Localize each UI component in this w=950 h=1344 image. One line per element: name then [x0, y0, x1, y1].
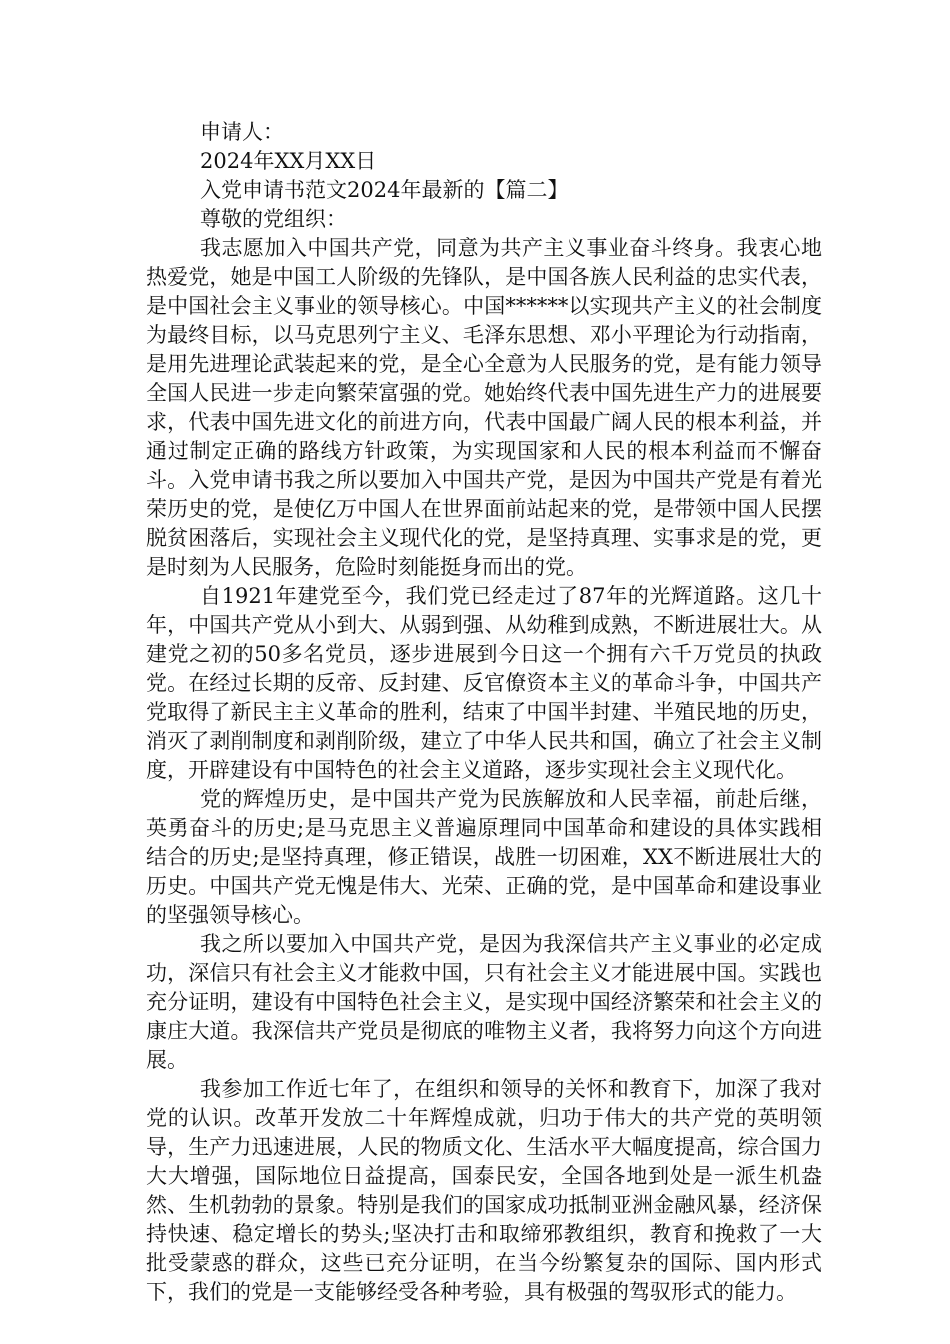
- body-paragraph-1: 我志愿加入中国共产党，同意为共产主义事业奋斗终身。我衷心地热爱党，她是中国工人阶级的先锋队，是中国各族人民利益的忠实代表，是中国社会主义事业的领导核心。中国******以实现共产主义的社会制度为最终目标，以马克思列宁主义、毛泽东思想、邓小平理论为行动指南，是用先进理论武装起来的党，是全心全意为人民服务的党，是有能力领导全国人民进一步走向繁荣富强的党。她始终代表中国先进生产力的进展要求，代表中国先进文化的前进方向，代表中国最广阔人民的根本利益，并通过制定正确的路线方针政策，为实现国家和人民的根本利益而不懈奋斗。入党申请书我之所以要加入中国共产党，是因为中国共产党是有着光荣历史的党，是使亿万中国人在世界面前站起来的党，是带领中国人民摆脱贫困落后，实现社会主义现代化的党，是坚持真理、实事求是的党，更是时刻为人民服务，危险时刻能挺身而出的党。: [146, 236, 822, 579]
- body-paragraph-3: 党的辉煌历史，是中国共产党为民族解放和人民幸福，前赴后继，英勇奋斗的历史;是马克思主义普遍原理同中国革命和建设的具体实践相结合的历史;是坚持真理，修正错误，战胜一切困难，XX不断进展壮大的历史。中国共产党无愧是伟大、光荣、正确的党，是中国革命和建设事业的坚强领导核心。: [146, 787, 822, 927]
- applicant-label: 申请人：: [200, 120, 284, 144]
- document-page: [146, 118, 822, 1307]
- body-paragraph-4: 我之所以要加入中国共产党，是因为我深信共产主义事业的必定成功，深信只有社会主义才能救中国，只有社会主义才能进展中国。实践也充分证明，建设有中国特色社会主义，是实现中国经济繁荣和社会主义的康庄大道。我深信共产党员是彻底的唯物主义者，我将努力向这个方向进展。: [146, 932, 822, 1072]
- application-date: 2024年XX月XX日: [200, 149, 377, 173]
- body-paragraph-2: 自1921年建党至今，我们党已经走过了87年的光辉道路。这几十年，中国共产党从小到大、从弱到强、从幼稚到成熟，不断进展壮大。从建党之初的50多名党员，逐步进展到今日这一个拥有六千万党员的执政党。在经过长期的反帝、反封建、反官僚资本主义的革命斗争，中国共产党取得了新民主主义革命的胜利，结束了中国半封建、半殖民地的历史，消灭了剥削制度和剥削阶级，建立了中华人民共和国，确立了社会主义制度，开辟建设有中国特色的社会主义道路，逐步实现社会主义现代化。: [146, 584, 822, 782]
- body-paragraph-5: 我参加工作近七年了，在组织和领导的关怀和教育下，加深了我对党的认识。改革开发放二十年辉煌成就，归功于伟大的共产党的英明领导，生产力迅速进展，人民的物质文化、生活水平大幅度提高，综合国力大大增强，国际地位日益提高，国泰民安，全国各地到处是一派生机盎然、生机勃勃的景象。特别是我们的国家成功抵制亚洲金融风暴，经济保持快速、稳定增长的势头;坚决打击和取缔邪教组织，教育和挽救了一大批受蒙惑的群众，这些已充分证明，在当今纷繁复杂的国际、国内形式下，我们的党是一支能够经受各种考验，具有极强的驾驭形式的能力。: [146, 1077, 822, 1304]
- section-title: 入党申请书范文2024年最新的【篇二】: [200, 178, 569, 202]
- salutation: 尊敬的党组织：: [200, 207, 347, 231]
